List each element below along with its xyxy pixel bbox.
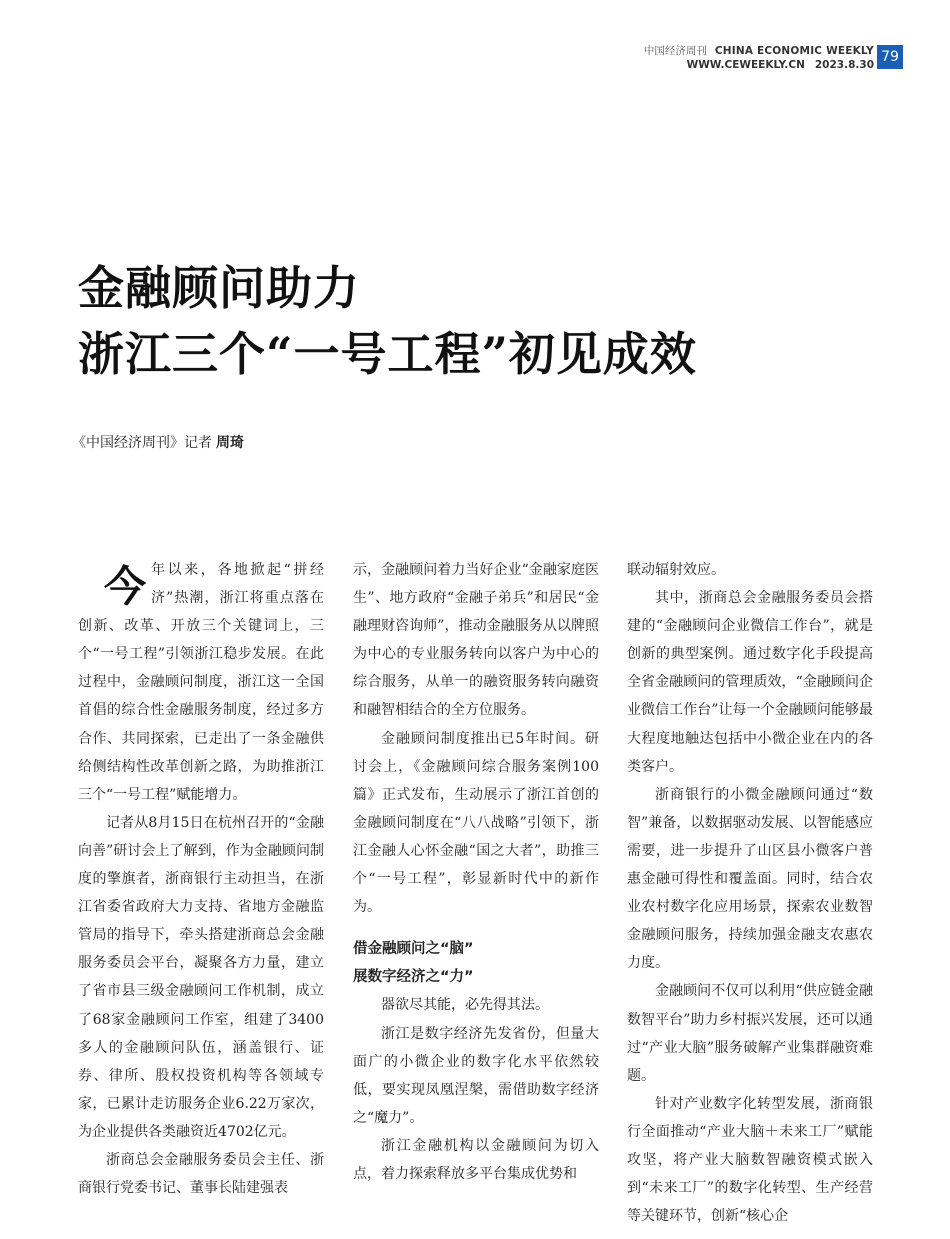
- paragraph: 联动辐射效应。: [627, 562, 725, 578]
- paragraph: 金融顾问不仅可以利用“供应链金融数智平台”助力乡村振兴发展，还可以通过“产业大脑”服务破解产业集群融资难题。: [627, 983, 873, 1084]
- paragraph-text: 年以来，各地掀起“拼经济”热潮，浙江将重点落在创新、改革、开放三个关键词上，三个“一号工程”引领浙江稳步发展。在此过程中，金融顾问制度，浙江这一全国首倡的综合性金融服务制度，经过多方合作、共同探索，已走出了一条金融供给侧结构性改革创新之路，为助推浙江三个“一号工程”赋能增力。: [78, 562, 324, 803]
- section-subheading-2: 展数字经济之“力”: [353, 969, 474, 986]
- issue-date: 2023.8.30: [814, 59, 874, 71]
- paragraph: 针对产业数字化转型发展，浙商银行全面推动“产业大脑＋未来工厂”赋能攻坚，将产业大脑数智融资模式嵌入到“未来工厂”的数字化转型、生产经营等关键环节，创新“核心企: [627, 1095, 873, 1225]
- article-title: [78, 255, 697, 387]
- body-column-1: [78, 556, 324, 1202]
- paragraph: 金融顾问制度推出已5年时间。研讨会上，《金融顾问综合服务案例100篇》正式发布，生动展示了浙江首创的金融顾问制度在“八八战略”引领下，浙江金融人心怀金融“国之大者”，助推三个“一号工程”，彰显新时代中的新作为。: [353, 730, 599, 916]
- paragraph: [78, 556, 324, 809]
- byline-source: 《中国经济周刊》记者: [72, 435, 212, 451]
- paragraph: 浙商总会金融服务委员会主任、浙商银行党委书记、董事长陆建强表: [78, 1151, 324, 1197]
- header-magazine-line: [644, 44, 874, 58]
- drop-cap: 今: [104, 562, 147, 611]
- paragraph: 浙江是数字经济先发省份，但量大面广的小微企业的数字化水平依然较低，要实现凤凰涅槃，需借助数字经济之“魔力”。: [353, 1025, 599, 1126]
- body-column-3: [627, 556, 873, 1230]
- byline: [72, 432, 244, 452]
- title-line-2: 浙江三个“一号工程”初见成效: [78, 327, 697, 381]
- magazine-name-en: CHINA ECONOMIC WEEKLY: [714, 45, 874, 57]
- section-subheading-1: 借金融顾问之“脑”: [353, 941, 474, 958]
- paragraph: 器欲尽其能，必先得其法。: [381, 997, 549, 1014]
- body-column-2: [353, 556, 599, 1188]
- byline-author: 周琦: [216, 435, 244, 451]
- title-line-1: 金融顾问助力: [78, 261, 360, 315]
- page-number-badge: 79: [877, 45, 903, 69]
- section-spacer: [353, 921, 599, 935]
- magazine-name-cn: 中国经济周刊: [643, 45, 707, 57]
- page-header: [644, 44, 874, 72]
- article-body: [78, 556, 874, 1225]
- paragraph: 浙江金融机构以金融顾问为切入点，着力探索释放多平台集成优势和: [353, 1137, 599, 1182]
- paragraph: 示，金融顾问着力当好企业“金融家庭医生”、地方政府“金融子弟兵”和居民“金融理财咨询师”，推动金融服务从以牌照为中心的专业服务转向以客户为中心的综合服务，从单一的融资服务转向融资和融智相结合的全方位服务。: [353, 562, 599, 719]
- website: WWW.CEWEEKLY.CN: [686, 59, 805, 71]
- paragraph: 其中，浙商总会金融服务委员会搭建的“金融顾问企业微信工作台”，就是创新的典型案例。通过数字化手段提高全省金融顾问的管理质效，“金融顾问企业微信工作台”让每一个金融顾问能够最大程度地触达包括中小微企业在内的各类客户。: [627, 590, 873, 775]
- paragraph: 浙商银行的小微金融顾问通过“数智”兼备，以数据驱动发展、以智能感应需要，进一步提升了山区县小微客户普惠金融可得性和覆盖面。同时，结合农业农村数字化应用场景，探索农业数智金融顾问服务，持续加强金融支农惠农力度。: [627, 786, 873, 972]
- paragraph: 记者从8月15日在杭州召开的“金融向善”研讨会上了解到，作为金融顾问制度的擎旗者，浙商银行主动担当，在浙江省委省政府大力支持、省地方金融监管局的指导下，牵头搭建浙商总会金融服务委员会平台，凝聚各方力量，建立了省市县三级金融顾问工作机制，成立了68家金融顾问工作室，组建了3400多人的金融顾问队伍，涵盖银行、证券、律所、股权投资机构等各领域专家，已累计走访服务企业6.22万家次，为企业提供各类融资近4702亿元。: [78, 814, 324, 1140]
- header-site-line: [644, 58, 874, 72]
